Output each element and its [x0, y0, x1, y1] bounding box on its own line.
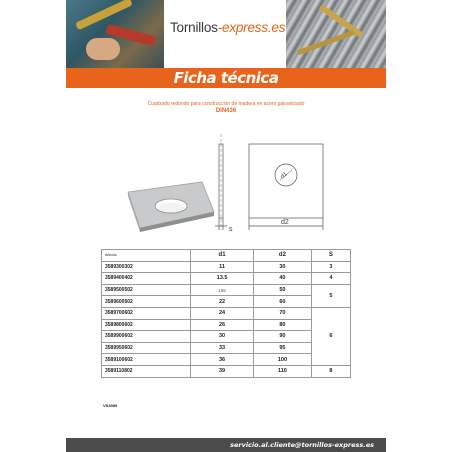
- header-banner: [66, 0, 386, 68]
- table-row: [102, 261, 351, 273]
- cell-s: 5: [311, 284, 350, 307]
- product-standard: DIN436: [215, 108, 237, 114]
- cell-ref: 3589800602: [102, 319, 191, 331]
- dimensions-table: [101, 249, 351, 378]
- cell-d2: 110: [254, 365, 312, 377]
- table-row: [102, 284, 351, 296]
- cell-d2: 40: [254, 273, 312, 285]
- workshop-photo: [66, 0, 164, 68]
- cell-d2: 80: [254, 319, 312, 331]
- cell-ref: 3589900602: [102, 331, 191, 343]
- cell-s: 6: [311, 307, 350, 365]
- table-row: [102, 307, 351, 319]
- cell-d2: 60: [254, 296, 312, 308]
- cell-ref: 3589700602: [102, 307, 191, 319]
- datasheet-page: [66, 0, 386, 452]
- column-header-ref: Articulo: [102, 250, 191, 262]
- cell-d2: 100: [254, 354, 312, 366]
- technical-drawing: [66, 130, 386, 242]
- cell-ref: 3589110802: [102, 365, 191, 377]
- document-code: VS3989: [103, 403, 118, 408]
- logo-accent-text: -express.es: [217, 20, 286, 35]
- cell-ref: 3589400402: [102, 273, 191, 285]
- screws-photo: [286, 0, 386, 68]
- cell-d1: 155: [191, 284, 254, 296]
- cell-d2: 90: [254, 331, 312, 343]
- cell-ref: 3589300302: [102, 261, 191, 273]
- page-title: Ficha técnica: [173, 69, 279, 87]
- dimension-label-d2: d2: [281, 219, 289, 226]
- cell-d2: 70: [254, 307, 312, 319]
- title-bar: [66, 68, 386, 88]
- table-header-row: [102, 250, 351, 262]
- cell-d1: 33: [191, 342, 254, 354]
- column-header-d1: d1: [191, 250, 254, 262]
- cell-s: 4: [311, 273, 350, 285]
- dimension-label-s: s: [229, 226, 233, 233]
- front-view: [249, 144, 323, 230]
- column-header-s: S: [311, 250, 350, 262]
- cell-d1: 30: [191, 331, 254, 343]
- cell-ref: 3589100602: [102, 354, 191, 366]
- footer-email-link[interactable]: servicio.al.cliente@tornillos-express.es: [230, 441, 374, 449]
- table-row: [102, 365, 351, 377]
- cell-d2: 95: [254, 342, 312, 354]
- cell-d1: 36: [191, 354, 254, 366]
- cell-d1: 11: [191, 261, 254, 273]
- cell-ref: 3589600502: [102, 296, 191, 308]
- dimension-label-d1: d1: [279, 171, 289, 181]
- cell-s: 8: [311, 365, 350, 377]
- cell-d1: 22: [191, 296, 254, 308]
- washer-photo: [128, 182, 214, 232]
- brand-logo[interactable]: [170, 20, 285, 35]
- column-header-d2: d2: [254, 250, 312, 262]
- cell-d2: 50: [254, 284, 312, 296]
- cell-d1: 13.5: [191, 273, 254, 285]
- cell-d2: 30: [254, 261, 312, 273]
- cell-d1: 39: [191, 365, 254, 377]
- cell-ref: 3589950602: [102, 342, 191, 354]
- logo-main-text: Tornillos: [170, 20, 218, 35]
- logo-area: [164, 0, 286, 68]
- cell-d1: 24: [191, 307, 254, 319]
- cell-d1: 26: [191, 319, 254, 331]
- cell-s: 3: [311, 261, 350, 273]
- footer-bar: [66, 438, 386, 452]
- table-row: [102, 273, 351, 285]
- product-description: Cuadrado redondo para construcción de madera en acero galvanizado: [147, 101, 305, 107]
- side-view: [215, 134, 227, 230]
- cell-ref: 3589500502: [102, 284, 191, 296]
